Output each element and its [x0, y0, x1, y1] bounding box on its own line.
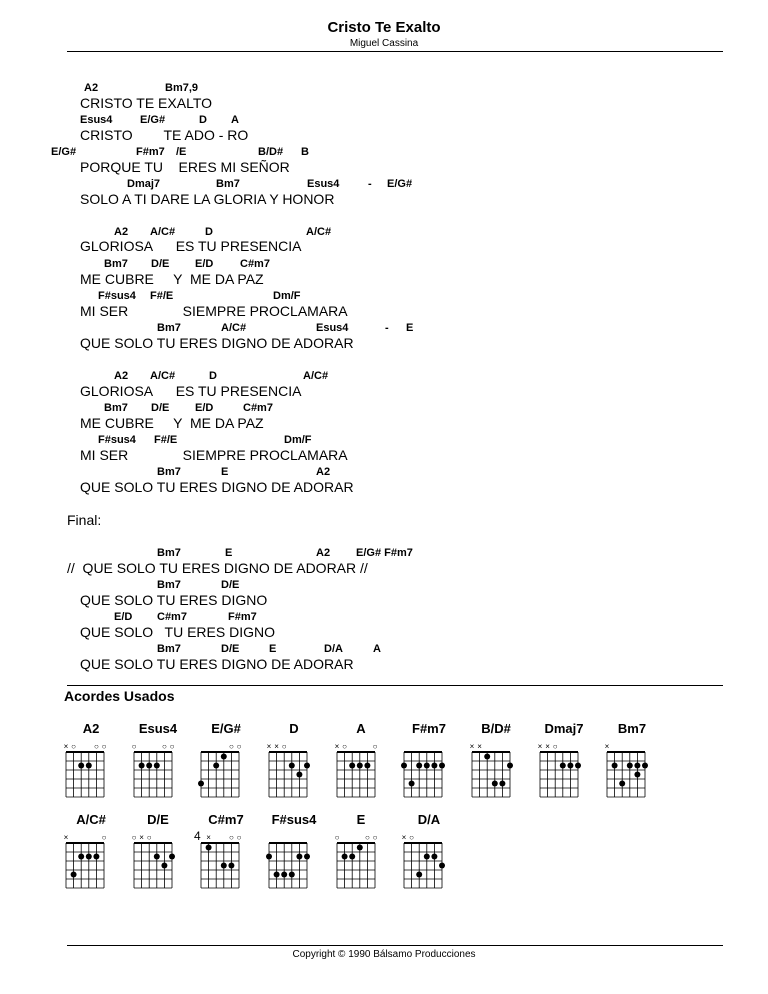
muted-string-marker: ×: [334, 742, 340, 751]
chord-label: A2: [316, 547, 331, 559]
header-divider: [67, 51, 723, 52]
chord-diagram-name: D/E: [147, 812, 169, 827]
finger-dot: [357, 763, 363, 769]
chord-label: F#m7: [136, 146, 165, 158]
open-string-marker: ○: [169, 742, 175, 751]
open-string-marker: ○: [372, 742, 378, 751]
chord-label: E: [221, 466, 229, 478]
finger-dot: [567, 763, 573, 769]
finger-dot: [575, 763, 581, 769]
finger-dot: [86, 854, 92, 860]
open-string-marker: ○: [93, 742, 99, 751]
chord-label: E/D: [195, 258, 214, 270]
finger-dot: [71, 872, 77, 878]
chord-label: A/C#: [150, 226, 176, 238]
chord-label: B/D#: [258, 146, 284, 158]
finger-dot: [342, 854, 348, 860]
chord-label: -: [385, 322, 389, 334]
open-string-marker: ○: [146, 833, 152, 842]
finger-dot: [228, 863, 234, 869]
chord-label: D/E: [221, 579, 240, 591]
chord-label: D/A: [324, 643, 343, 655]
finger-dot: [221, 863, 227, 869]
lyric-line: QUE SOLO TU ERES DIGNO DE ADORAR: [80, 479, 354, 495]
finger-dot: [93, 854, 99, 860]
finger-dot: [439, 763, 445, 769]
finger-dot: [154, 854, 160, 860]
chord-diagram-name: E/G#: [211, 721, 241, 736]
muted-string-marker: ×: [545, 742, 550, 751]
finger-dot: [507, 763, 513, 769]
finger-dot: [266, 854, 272, 860]
finger-dot: [154, 763, 160, 769]
open-string-marker: ○: [131, 742, 137, 751]
finger-dot: [349, 854, 355, 860]
finger-dot: [86, 763, 92, 769]
chord-label: Bm7: [216, 178, 240, 190]
finger-dot: [634, 763, 640, 769]
finger-dot: [146, 763, 152, 769]
finger-dot: [296, 854, 302, 860]
open-string-marker: ○: [228, 833, 234, 842]
copyright-text: Copyright © 1990 Bálsamo Producciones: [292, 949, 476, 960]
open-string-marker: ○: [409, 833, 415, 842]
chord-label: E: [406, 322, 414, 334]
chord-label: E/D: [114, 611, 133, 623]
chord-label: F#/E: [154, 434, 178, 446]
chord-label: D/E: [151, 402, 170, 414]
chord-diagram-name: A: [356, 721, 366, 736]
open-string-marker: ○: [552, 742, 558, 751]
chord-label: A/C#: [150, 370, 176, 382]
lyric-line: ME CUBRE Y ME DA PAZ: [80, 415, 264, 431]
finger-dot: [401, 763, 407, 769]
lyric-line: CRISTO TE ADO - RO: [80, 127, 249, 143]
finger-dot: [431, 763, 437, 769]
chord-label: A2: [114, 226, 129, 238]
muted-string-marker: ×: [274, 742, 279, 751]
chord-diagram-name: E: [356, 812, 366, 827]
chord-label: F#/E: [150, 290, 174, 302]
finger-dot: [364, 763, 370, 769]
muted-string-marker: ×: [139, 833, 144, 842]
footer-divider: [67, 945, 723, 946]
finger-dot: [139, 763, 145, 769]
chord-label: Bm7: [157, 643, 181, 655]
finger-dot: [416, 763, 422, 769]
finger-dot: [409, 781, 415, 787]
finger-dot: [304, 854, 310, 860]
chord-label: E/D: [195, 402, 214, 414]
finger-dot: [424, 763, 430, 769]
muted-string-marker: ×: [63, 833, 69, 842]
open-string-marker: ○: [71, 742, 77, 751]
open-string-marker: ○: [372, 833, 378, 842]
muted-string-marker: ×: [604, 742, 610, 751]
open-string-marker: ○: [161, 742, 167, 751]
chord-label: A2: [114, 370, 129, 382]
finger-dot: [612, 763, 618, 769]
final-label: Final:: [67, 512, 102, 528]
chord-diagram-name: Dmaj7: [544, 721, 584, 736]
chord-label: A2: [316, 466, 331, 478]
chord-label: A/C#: [221, 322, 247, 334]
chord-label: B: [301, 146, 309, 158]
finger-dot: [619, 781, 625, 787]
finger-dot: [634, 772, 640, 778]
open-string-marker: ○: [236, 833, 242, 842]
open-string-marker: ○: [342, 742, 348, 751]
finger-dot: [78, 854, 84, 860]
finger-dot: [198, 781, 204, 787]
lyric-line: QUE SOLO TU ERES DIGNO DE ADORAR: [80, 335, 354, 351]
chord-label: Bm7: [157, 579, 181, 591]
finger-dot: [289, 763, 295, 769]
lyric-line: MI SER SIEMPRE PROCLAMARA: [80, 447, 348, 463]
chord-label: A2: [84, 82, 99, 94]
lyric-line: ME CUBRE Y ME DA PAZ: [80, 271, 264, 287]
chord-label: A/C#: [306, 226, 332, 238]
chord-label: Bm7: [157, 466, 181, 478]
muted-string-marker: ×: [469, 742, 475, 751]
chord-label: D: [199, 114, 207, 126]
chord-diagram-name: Esus4: [138, 721, 178, 736]
chord-label: A: [231, 114, 239, 126]
chord-label: Esus4: [80, 114, 113, 126]
finger-dot: [499, 781, 505, 787]
muted-string-marker: ×: [477, 742, 482, 751]
chord-label: C#m7: [240, 258, 270, 270]
lyric-line: MI SER SIEMPRE PROCLAMARA: [80, 303, 348, 319]
chord-diagram-name: Bm7: [617, 721, 647, 736]
finger-dot: [560, 763, 566, 769]
lyric-line: // QUE SOLO TU ERES DIGNO DE ADORAR //: [67, 560, 368, 576]
finger-dot: [78, 763, 84, 769]
open-string-marker: ○: [228, 742, 234, 751]
lyric-line: GLORIOSA ES TU PRESENCIA: [80, 383, 302, 399]
finger-dot: [289, 872, 295, 878]
muted-string-marker: ×: [63, 742, 69, 751]
lyric-line: QUE SOLO TU ERES DIGNO: [80, 592, 268, 608]
open-string-marker: ○: [101, 742, 107, 751]
fret-number-label: 4: [194, 829, 201, 843]
chord-label: Dm/F: [273, 290, 301, 302]
finger-dot: [416, 872, 422, 878]
finger-dot: [349, 763, 355, 769]
chord-label: F#sus4: [98, 434, 136, 446]
lyric-line: SOLO A TI DARE LA GLORIA Y HONOR: [80, 191, 335, 207]
finger-dot: [169, 854, 175, 860]
chord-label: Dm/F: [284, 434, 312, 446]
chord-label: /E: [176, 146, 187, 158]
chord-label: Esus4: [316, 322, 349, 334]
chord-label: E: [225, 547, 233, 559]
finger-dot: [213, 763, 219, 769]
muted-string-marker: ×: [537, 742, 543, 751]
finger-dot: [439, 863, 445, 869]
chord-label: Bm7: [157, 322, 181, 334]
chord-diagram-name: A2: [82, 721, 100, 736]
finger-dot: [642, 763, 648, 769]
chord-diagram-name: D/A: [417, 812, 441, 827]
song-title: Cristo Te Exalto: [327, 19, 441, 36]
chord-label: Bm7,9: [165, 82, 199, 94]
open-string-marker: ○: [236, 742, 242, 751]
finger-dot: [221, 754, 227, 760]
chords-divider: [67, 685, 723, 686]
chord-label: A: [373, 643, 381, 655]
open-string-marker: ○: [364, 833, 370, 842]
lyric-line: PORQUE TU ERES MI SEÑOR: [80, 159, 290, 175]
chord-label: C#m7: [157, 611, 187, 623]
chord-diagram-name: F#m7: [412, 721, 446, 736]
chord-label: E/G#: [140, 114, 166, 126]
chord-diagram-name: C#m7: [208, 812, 244, 827]
finger-dot: [274, 872, 280, 878]
chord-label: D: [205, 226, 213, 238]
muted-string-marker: ×: [401, 833, 407, 842]
lyric-line: QUE SOLO TU ERES DIGNO DE ADORAR: [80, 656, 354, 672]
finger-dot: [431, 854, 437, 860]
open-string-marker: ○: [131, 833, 137, 842]
chord-label: E/G# F#m7: [356, 547, 413, 559]
chord-label: F#sus4: [98, 290, 136, 302]
finger-dot: [627, 763, 633, 769]
lyric-line: CRISTO TE EXALTO: [80, 95, 213, 111]
lyric-line: GLORIOSA ES TU PRESENCIA: [80, 238, 302, 254]
finger-dot: [304, 763, 310, 769]
chord-label: D/E: [221, 643, 240, 655]
chords-section-title: Acordes Usados: [64, 688, 175, 704]
chord-label: E: [269, 643, 277, 655]
open-string-marker: ○: [281, 742, 287, 751]
song-artist: Miguel Cassina: [349, 38, 419, 49]
open-string-marker: ○: [101, 833, 107, 842]
finger-dot: [206, 845, 212, 851]
chord-label: Bm7: [104, 402, 128, 414]
chord-label: F#m7: [228, 611, 257, 623]
lyric-line: QUE SOLO TU ERES DIGNO: [80, 624, 276, 640]
finger-dot: [357, 845, 363, 851]
chord-diagram-name: F#sus4: [271, 812, 317, 827]
finger-dot: [281, 872, 287, 878]
chord-label: D: [209, 370, 217, 382]
chord-label: A/C#: [303, 370, 329, 382]
finger-dot: [484, 754, 490, 760]
chord-label: Dmaj7: [127, 178, 161, 190]
finger-dot: [296, 772, 302, 778]
chord-label: E/G#: [387, 178, 413, 190]
chord-label: D/E: [151, 258, 170, 270]
muted-string-marker: ×: [206, 833, 211, 842]
finger-dot: [424, 854, 430, 860]
chord-label: Bm7: [104, 258, 128, 270]
muted-string-marker: ×: [266, 742, 272, 751]
open-string-marker: ○: [334, 833, 340, 842]
chord-label: Bm7: [157, 547, 181, 559]
chord-label: -: [368, 178, 372, 190]
chord-label: Esus4: [307, 178, 340, 190]
chord-diagram-name: D: [289, 721, 299, 736]
finger-dot: [492, 781, 498, 787]
chord-diagram-name: B/D#: [481, 721, 511, 736]
chord-label: E/G#: [51, 146, 77, 158]
finger-dot: [161, 863, 167, 869]
chord-label: C#m7: [243, 402, 273, 414]
chord-diagram-name: A/C#: [76, 812, 106, 827]
